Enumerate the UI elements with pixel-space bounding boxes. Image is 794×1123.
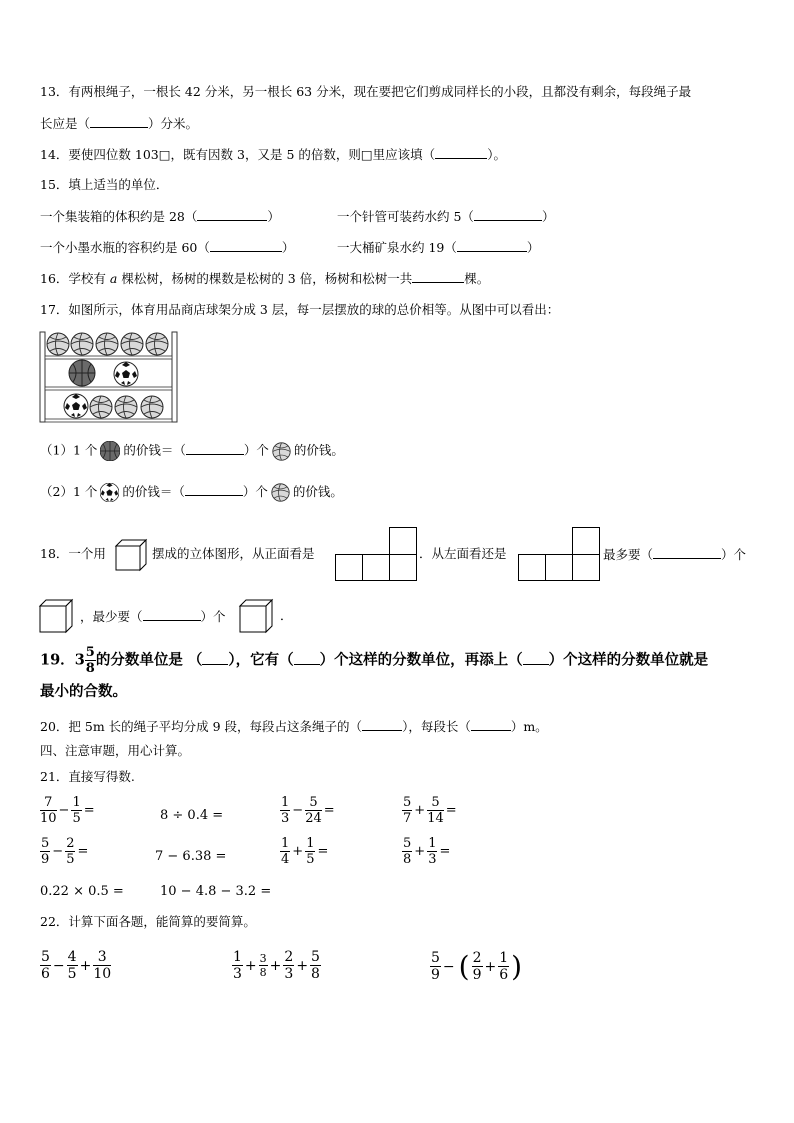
q18-line2-end: ．	[280, 608, 293, 623]
q13-line2: 长应是（ ）分米。	[40, 116, 199, 131]
answer-blank[interactable]	[197, 208, 267, 221]
answer-blank[interactable]	[90, 115, 148, 128]
calc-item: 8 ÷ 0.4 =	[160, 808, 224, 823]
answer-blank[interactable]	[523, 652, 549, 665]
q22-title: 22．计算下面各题，能简算的要简算。	[40, 914, 256, 929]
q21-title: 21．直接写得数.	[40, 769, 135, 784]
answer-blank[interactable]	[202, 652, 228, 665]
q17-sub1: （1）1 个 的价钱＝（ ）个 的价钱。	[40, 441, 344, 461]
q15-d: 一大桶矿泉水约 19（ ）	[337, 240, 540, 255]
calc-item: $\frac{5}{8}$ + $\frac{1}{3}$ =	[403, 836, 451, 867]
q18-pre: 18．一个用	[40, 546, 106, 561]
answer-blank[interactable]	[362, 718, 402, 731]
mixed-fraction: $\frac{5}{8}$	[85, 645, 95, 676]
q20: 20．把 5m 长的绳子平均分成 9 段，每段占这条绳子的（ ），每段长（ ）m。	[40, 719, 548, 734]
q17-title: 17．如图所示，体育用品商店球架分成 3 层，每一层摆放的球的总价相等。从图中可以看出：	[40, 302, 560, 317]
calc-item: $\frac{1}{4}$ + $\frac{1}{5}$ =	[281, 836, 329, 867]
q15-b: 一个针管可装药水约 5（ ）	[337, 209, 555, 224]
q18-mid2: ．从左面看还是	[419, 546, 507, 561]
basketball-icon	[100, 441, 120, 461]
answer-blank[interactable]	[294, 652, 320, 665]
volleyball-icon	[271, 483, 290, 502]
calc-item: 10 − 4.8 − 3.2 =	[160, 884, 272, 899]
calc-item: $\frac{7}{10}$ − $\frac{1}{5}$ =	[40, 795, 95, 826]
answer-blank[interactable]	[474, 208, 542, 221]
calc-expression: $\frac{5}{6}$ − $\frac{4}{5}$ + $\frac{3}{10}$	[41, 949, 112, 982]
q18-mid1: 摆成的立体图形，从正面看是	[152, 546, 315, 561]
answer-blank[interactable]	[210, 239, 282, 252]
answer-blank[interactable]	[435, 146, 487, 159]
q16: 16．学校有 a 棵松树，杨树的棵数是松树的 3 倍，杨树和松树一共 棵。	[40, 271, 490, 286]
calc-item: $\frac{5}{7}$ + $\frac{5}{14}$ =	[403, 795, 457, 826]
q19-line1: 19．3 $\frac{5}{8}$ 的分数单位是 （ ），它有（ ）个这样的分数单位，再添上（ ）个这样的分数单位就是	[40, 645, 709, 676]
cube-icon	[238, 598, 274, 634]
cube-icon	[38, 598, 74, 634]
q18-line2: ，最少要（ ）个	[80, 609, 226, 624]
answer-blank[interactable]	[186, 442, 244, 455]
q15-c: 一个小墨水瓶的容积约是 60（ ）	[40, 240, 295, 255]
calc-item: 0.22 × 0.5 =	[40, 884, 124, 899]
answer-blank[interactable]	[457, 239, 527, 252]
answer-blank[interactable]	[653, 546, 721, 559]
q13-line1: 13．有两根绳子，一根长 42 分米，另一根长 63 分米，现在要把它们剪成同样长的小段，且都没有剩余，每段绳子最	[40, 84, 692, 99]
calc-expression: $\frac{5}{9}$ − ( $\frac{2}{9}$ + $\frac{1}{6}$ )	[431, 950, 523, 983]
q14: 14．要使四位数 103□，既有因数 3，又是 5 的倍数，则□里应该填（ ）。	[40, 147, 506, 162]
cube-icon	[114, 538, 148, 572]
calc-expression: $\frac{1}{3}$ + $\frac{3}{8}$ + $\frac{2}{3}$ + $\frac{5}{8}$	[233, 949, 320, 982]
q15-a: 一个集装箱的体积约是 28（ ）	[40, 209, 280, 224]
left-view-figure	[518, 527, 600, 581]
answer-blank[interactable]	[143, 608, 201, 621]
volleyball-icon	[272, 442, 291, 461]
q19-line2: 最小的合数。	[40, 683, 127, 700]
q17-sub2: （2）1 个 的价钱＝（ ）个 的价钱。	[40, 483, 343, 502]
answer-blank[interactable]	[185, 483, 243, 496]
ball-rack-figure	[36, 330, 181, 424]
calc-item: $\frac{1}{3}$ − $\frac{5}{24}$ =	[281, 795, 335, 826]
section-heading: 四、注意审题，用心计算。	[40, 743, 191, 758]
football-icon	[100, 483, 119, 502]
answer-blank[interactable]	[412, 270, 464, 283]
answer-blank[interactable]	[471, 718, 511, 731]
q15-title: 15．填上适当的单位．	[40, 177, 169, 192]
q18-mid3: 最多要（ ）个	[603, 547, 747, 562]
calc-item: 7 − 6.38 =	[155, 849, 227, 864]
calc-item: $\frac{5}{9}$ − $\frac{2}{5}$ =	[41, 836, 89, 867]
front-view-figure	[335, 527, 417, 581]
